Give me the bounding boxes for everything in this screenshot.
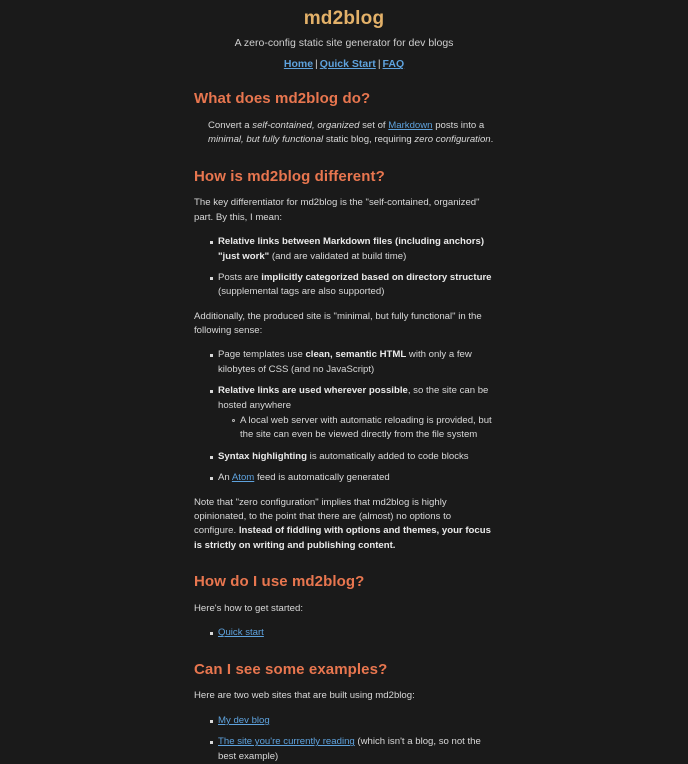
list-differentiators — [194, 235, 494, 300]
link-current-site[interactable]: The site you're currently reading — [218, 736, 355, 748]
bullet-strong: Syntax highlighting — [218, 450, 308, 462]
nav-separator-1: | — [315, 58, 318, 71]
list-minimal-functional — [194, 348, 494, 485]
list-item — [210, 735, 494, 764]
list-item — [210, 271, 494, 300]
link-markdown[interactable]: Markdown — [388, 119, 433, 131]
text-fragment: Convert a — [208, 119, 253, 131]
emphasis-minimal: minimal, but fully functional — [208, 134, 324, 146]
bullet-rest: , so the site can be hosted anywhere — [218, 385, 489, 411]
paragraph-what-intro — [208, 119, 494, 148]
site-nav — [0, 58, 688, 72]
nav-link-quick-start[interactable]: Quick Start — [319, 58, 376, 71]
list-item — [210, 714, 494, 728]
list-item — [210, 450, 494, 464]
list-item — [210, 471, 494, 485]
bullet-strong: implicitly categorized based on directory structure — [261, 271, 492, 283]
link-atom[interactable]: Atom — [231, 472, 255, 484]
example-note: (which isn't a blog, so not the best example) — [218, 736, 481, 762]
paragraph-examples-intro: Here are two web sites that are built using md2blog: — [194, 690, 415, 702]
list-examples — [194, 714, 494, 764]
section-heading-what: What does md2blog do? — [194, 90, 371, 108]
text-fragment: posts into a — [432, 119, 485, 131]
list-item — [210, 626, 494, 640]
bullet-strong: Relative links are used wherever possible — [218, 385, 408, 397]
bullet-strong: clean, semantic HTML — [305, 349, 407, 361]
bullet-rest: feed is automatically generated — [254, 472, 390, 484]
emphasis-self-contained: self-contained, organized — [252, 119, 360, 131]
nav-link-home[interactable]: Home — [283, 58, 314, 71]
site-header — [0, 0, 688, 72]
list-item — [210, 384, 494, 443]
list-get-started — [194, 626, 494, 640]
nav-link-faq[interactable]: FAQ — [382, 58, 405, 71]
text-fragment: set of — [359, 119, 389, 131]
note-strong: Instead of fiddling with options and themes, your focus is strictly on writing and publishing content. — [194, 525, 491, 551]
paragraph-zero-config-note — [194, 496, 494, 554]
bullet-pre: An — [218, 472, 232, 484]
bullet-rest: (supplemental tags are also supported) — [218, 286, 385, 298]
link-quick-start[interactable]: Quick start — [218, 627, 264, 639]
nav-separator-2: | — [377, 58, 381, 71]
bullet-rest: (and are validated at build time) — [269, 250, 407, 262]
bullet-rest: is automatically added to code blocks — [307, 450, 469, 462]
bullet-rest: with only a few kilobytes of CSS (and no JavaScript) — [218, 349, 472, 375]
bullet-strong: Relative links between Markdown files (including anchors) "just work" — [218, 236, 485, 262]
bullet-pre: Posts are — [218, 271, 262, 283]
section-heading-use: How do I use md2blog? — [194, 573, 365, 591]
paragraph-get-started: Here's how to get started: — [194, 602, 304, 614]
paragraph-additionally: Additionally, the produced site is "minimal, but fully functional" in the following sense: — [194, 310, 482, 337]
bullet-pre: Page templates use — [218, 349, 306, 361]
sub-list-item: A local web server with automatic reloading is provided, but the site can even be viewed directly from the file system — [232, 414, 494, 443]
main-content — [194, 76, 494, 764]
emphasis-zero-config: zero configuration — [414, 134, 491, 146]
text-fragment: . — [490, 134, 494, 146]
paragraph-differentiator: The key differentiator for md2blog is the "self-contained, organized" part. By this, I mean: — [194, 197, 480, 223]
link-my-dev-blog[interactable]: My dev blog — [218, 714, 270, 726]
site-subtitle: A zero-config static site generator for dev blogs — [234, 36, 454, 49]
section-heading-different: How is md2blog different? — [194, 167, 385, 185]
list-item — [210, 348, 494, 377]
section-heading-examples: Can I see some examples? — [194, 660, 388, 678]
text-fragment: static blog, requiring — [323, 134, 415, 146]
site-title: md2blog — [303, 8, 385, 29]
note-text: Note that "zero configuration" implies that md2blog is highly opinionated, to the point that there are (almost) no options to configure. — [194, 496, 452, 537]
sub-list-local-server — [218, 414, 494, 443]
list-item — [210, 235, 494, 264]
